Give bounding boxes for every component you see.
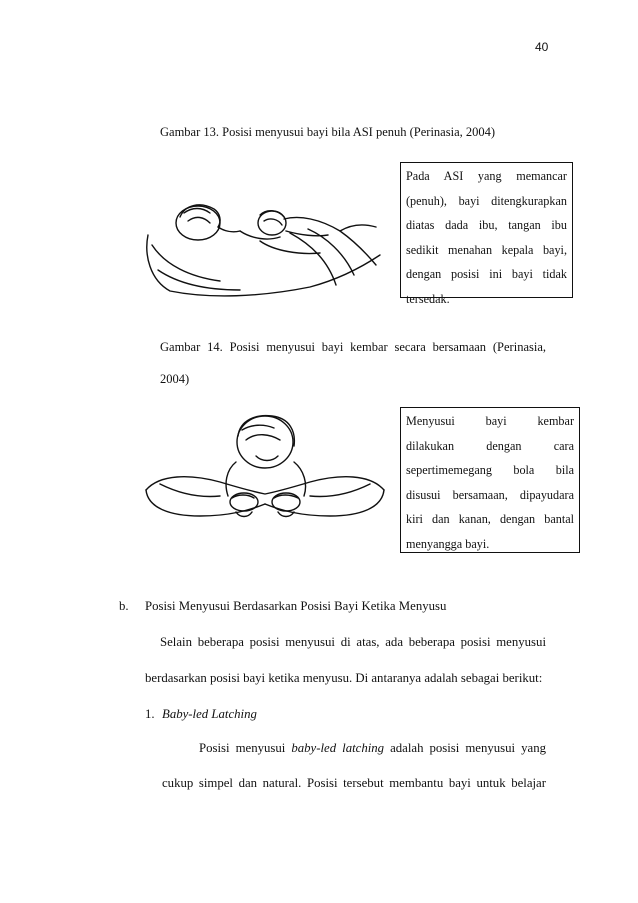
figure-14-note-line: sepertimemegang bola bila bbox=[406, 463, 574, 477]
figure-13-note-line: diatas dada ibu, tangan ibu bbox=[406, 218, 567, 232]
section-marker: b. bbox=[119, 599, 129, 613]
emphasis-text: baby-led latching bbox=[291, 741, 385, 755]
figure-13-note-line: dengan posisi ini bayi tidak bbox=[406, 267, 567, 281]
figure-13-note-line: (penuh), bayi ditengkurapkan bbox=[406, 193, 567, 208]
figure-14-note-line: kiri dan kanan, dengan bantal bbox=[406, 512, 574, 526]
figure-14-caption-line-1: Gambar 14. Posisi menyusui bayi kembar secara bersamaan (Perinasia, bbox=[160, 340, 546, 354]
figure-13-note-line: tersedak. bbox=[406, 291, 450, 306]
page-number: 40 bbox=[535, 40, 549, 54]
figure-13-note-line: sedikit menahan kepala bayi, bbox=[406, 242, 567, 257]
figure-13-note-line: Pada ASI yang memancar bbox=[406, 169, 567, 183]
section-heading: Posisi Menyusui Berdasarkan Posisi Bayi Ketika Menyusu bbox=[145, 599, 447, 613]
figure-14-note-box bbox=[400, 407, 580, 553]
list-item-title: Baby-led Latching bbox=[162, 707, 257, 721]
figure-14-note-line: Menyusui bayi kembar bbox=[406, 414, 574, 428]
figure-13-note-box bbox=[400, 162, 573, 306]
figure-14-illustration bbox=[140, 412, 390, 532]
text-segment: Posisi menyusui bbox=[199, 741, 292, 755]
paragraph-line: cukup simpel dan natural. Posisi tersebut membantu bayi untuk belajar bbox=[162, 776, 546, 790]
paragraph-line: Selain beberapa posisi menyusui di atas, ada beberapa posisi menyusui bbox=[160, 635, 546, 649]
text-segment: adalah posisi menyusui yang bbox=[384, 741, 546, 755]
paragraph-line bbox=[199, 741, 546, 756]
figure-13-caption: Gambar 13. Posisi menyusui bayi bila ASI penuh (Perinasia, 2004) bbox=[160, 125, 496, 139]
figure-14-note-line: dilakukan dengan cara bbox=[406, 438, 574, 453]
figure-14-note-line: disusui bersamaan, dipayudara bbox=[406, 487, 574, 502]
figure-14-caption-line-2: 2004) bbox=[160, 372, 190, 386]
paragraph-line: berdasarkan posisi bayi ketika menyusu. Di antaranya adalah sebagai berikut: bbox=[145, 671, 543, 685]
list-item-number: 1. bbox=[145, 707, 155, 721]
figure-13-illustration bbox=[140, 195, 390, 310]
figure-14-note-line: menyangga bayi. bbox=[406, 536, 490, 551]
